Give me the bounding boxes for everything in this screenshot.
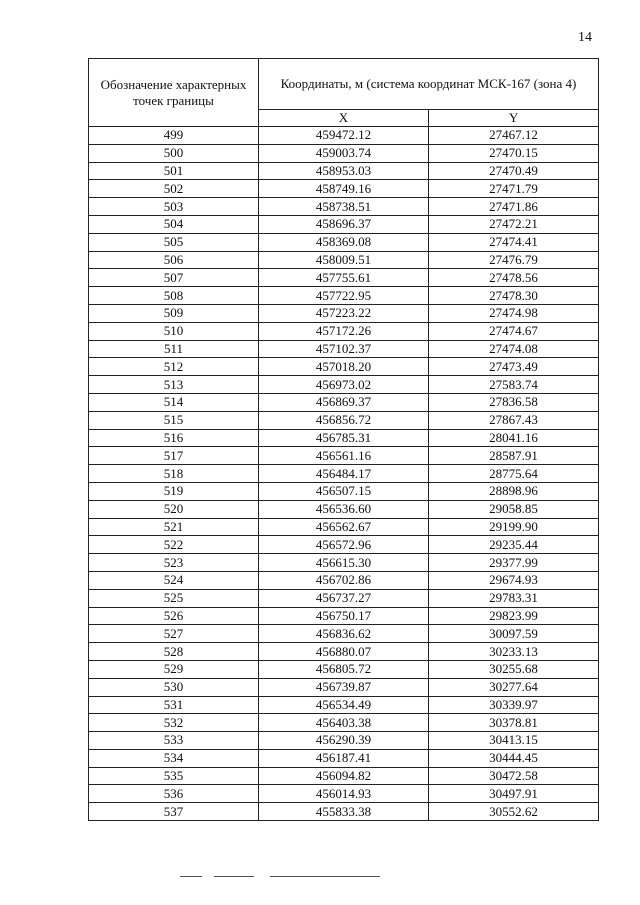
table-row	[89, 322, 599, 340]
page-number: 14	[578, 30, 592, 45]
coord-x: 458749.16	[259, 180, 429, 198]
point-id: 532	[89, 714, 259, 732]
coord-y: 30472.58	[429, 767, 599, 785]
coord-x: 456869.37	[259, 393, 429, 411]
point-id: 501	[89, 162, 259, 180]
coord-x: 456805.72	[259, 660, 429, 678]
point-id: 499	[89, 127, 259, 145]
coord-y: 29199.90	[429, 518, 599, 536]
header-y: Y	[429, 110, 599, 127]
coord-x: 457223.22	[259, 304, 429, 322]
table-row	[89, 518, 599, 536]
footer-lines	[180, 876, 480, 878]
coord-y: 27470.49	[429, 162, 599, 180]
coord-x: 456785.31	[259, 429, 429, 447]
coord-x: 456562.67	[259, 518, 429, 536]
table-row	[89, 678, 599, 696]
table-row	[89, 162, 599, 180]
coord-x: 456536.60	[259, 500, 429, 518]
coord-x: 456290.39	[259, 732, 429, 750]
coord-x: 456880.07	[259, 643, 429, 661]
table-row	[89, 643, 599, 661]
point-id: 515	[89, 411, 259, 429]
point-id: 521	[89, 518, 259, 536]
coord-y: 29058.85	[429, 500, 599, 518]
coord-y: 29235.44	[429, 536, 599, 554]
coord-x: 457755.61	[259, 269, 429, 287]
header-points: Обозначение характерных точек границы	[89, 59, 259, 127]
table-row	[89, 340, 599, 358]
table-row	[89, 304, 599, 322]
point-id: 505	[89, 233, 259, 251]
point-id: 517	[89, 447, 259, 465]
coord-x: 458369.08	[259, 233, 429, 251]
coord-x: 458696.37	[259, 215, 429, 233]
coord-x: 456187.41	[259, 749, 429, 767]
table-body	[89, 127, 599, 821]
table-row	[89, 767, 599, 785]
coord-x: 456014.93	[259, 785, 429, 803]
coord-y: 29783.31	[429, 589, 599, 607]
coord-y: 27471.86	[429, 198, 599, 216]
point-id: 531	[89, 696, 259, 714]
coord-x: 456561.16	[259, 447, 429, 465]
coord-x: 456572.96	[259, 536, 429, 554]
table-row	[89, 714, 599, 732]
point-id: 502	[89, 180, 259, 198]
coord-x: 459003.74	[259, 144, 429, 162]
point-id: 510	[89, 322, 259, 340]
coord-x: 457172.26	[259, 322, 429, 340]
point-id: 519	[89, 482, 259, 500]
point-id: 503	[89, 198, 259, 216]
table-row	[89, 660, 599, 678]
point-id: 500	[89, 144, 259, 162]
coord-y: 28775.64	[429, 465, 599, 483]
point-id: 534	[89, 749, 259, 767]
coord-y: 29674.93	[429, 571, 599, 589]
coord-y: 27867.43	[429, 411, 599, 429]
table-row	[89, 376, 599, 394]
coord-y: 27470.15	[429, 144, 599, 162]
coord-y: 29823.99	[429, 607, 599, 625]
point-id: 514	[89, 393, 259, 411]
coord-x: 456973.02	[259, 376, 429, 394]
coord-y: 27474.67	[429, 322, 599, 340]
coord-y: 27583.74	[429, 376, 599, 394]
point-id: 522	[89, 536, 259, 554]
coord-x: 456856.72	[259, 411, 429, 429]
coord-y: 27473.49	[429, 358, 599, 376]
table-row	[89, 180, 599, 198]
coord-y: 30277.64	[429, 678, 599, 696]
point-id: 512	[89, 358, 259, 376]
coord-x: 458009.51	[259, 251, 429, 269]
coord-y: 27836.58	[429, 393, 599, 411]
point-id: 520	[89, 500, 259, 518]
coord-y: 28898.96	[429, 482, 599, 500]
coord-y: 27478.30	[429, 287, 599, 305]
table-row	[89, 269, 599, 287]
coord-x: 456094.82	[259, 767, 429, 785]
point-id: 523	[89, 554, 259, 572]
coord-y: 27467.12	[429, 127, 599, 145]
coord-y: 30552.62	[429, 803, 599, 821]
table-row	[89, 536, 599, 554]
table-row	[89, 625, 599, 643]
point-id: 525	[89, 589, 259, 607]
header-x: X	[259, 110, 429, 127]
coord-x: 458738.51	[259, 198, 429, 216]
coord-y: 30097.59	[429, 625, 599, 643]
table-row	[89, 411, 599, 429]
coord-y: 27478.56	[429, 269, 599, 287]
table-row	[89, 144, 599, 162]
point-id: 513	[89, 376, 259, 394]
point-id: 508	[89, 287, 259, 305]
coord-x: 456836.62	[259, 625, 429, 643]
table-row	[89, 447, 599, 465]
coord-y: 27471.79	[429, 180, 599, 198]
coord-y: 27472.21	[429, 215, 599, 233]
coord-x: 456484.17	[259, 465, 429, 483]
table-row	[89, 732, 599, 750]
table-row	[89, 482, 599, 500]
point-id: 533	[89, 732, 259, 750]
coord-y: 27474.08	[429, 340, 599, 358]
coord-y: 30233.13	[429, 643, 599, 661]
table-row	[89, 500, 599, 518]
coord-x: 458953.03	[259, 162, 429, 180]
table-row	[89, 607, 599, 625]
coord-y: 30255.68	[429, 660, 599, 678]
table-row	[89, 554, 599, 572]
point-id: 535	[89, 767, 259, 785]
table-row	[89, 215, 599, 233]
table-row	[89, 465, 599, 483]
coord-y: 27476.79	[429, 251, 599, 269]
table-row	[89, 571, 599, 589]
coord-y: 27474.41	[429, 233, 599, 251]
coord-y: 30378.81	[429, 714, 599, 732]
table-row	[89, 785, 599, 803]
coord-y: 29377.99	[429, 554, 599, 572]
table-row	[89, 749, 599, 767]
point-id: 530	[89, 678, 259, 696]
coord-y: 30339.97	[429, 696, 599, 714]
coord-x: 456737.27	[259, 589, 429, 607]
coord-x: 456403.38	[259, 714, 429, 732]
table-row	[89, 393, 599, 411]
coord-x: 459472.12	[259, 127, 429, 145]
coord-x: 456750.17	[259, 607, 429, 625]
point-id: 509	[89, 304, 259, 322]
point-id: 524	[89, 571, 259, 589]
coord-x: 456507.15	[259, 482, 429, 500]
coord-x: 455833.38	[259, 803, 429, 821]
point-id: 504	[89, 215, 259, 233]
table-row	[89, 198, 599, 216]
coord-x: 456702.86	[259, 571, 429, 589]
point-id: 516	[89, 429, 259, 447]
point-id: 529	[89, 660, 259, 678]
coord-y: 30444.45	[429, 749, 599, 767]
point-id: 506	[89, 251, 259, 269]
point-id: 527	[89, 625, 259, 643]
point-id: 537	[89, 803, 259, 821]
table-row	[89, 251, 599, 269]
table-row	[89, 589, 599, 607]
coord-x: 457102.37	[259, 340, 429, 358]
table-row	[89, 127, 599, 145]
coord-y: 30497.91	[429, 785, 599, 803]
table-row	[89, 696, 599, 714]
point-id: 528	[89, 643, 259, 661]
table-row	[89, 429, 599, 447]
header-coordinates: Координаты, м (система координат МСК-167 (зона 4)	[259, 59, 599, 110]
coord-y: 28041.16	[429, 429, 599, 447]
coord-x: 456739.87	[259, 678, 429, 696]
coord-y: 30413.15	[429, 732, 599, 750]
coord-y: 28587.91	[429, 447, 599, 465]
table-row	[89, 233, 599, 251]
coord-x: 457018.20	[259, 358, 429, 376]
point-id: 511	[89, 340, 259, 358]
coordinates-table	[88, 58, 599, 821]
table-row	[89, 358, 599, 376]
table-row	[89, 287, 599, 305]
coord-x: 457722.95	[259, 287, 429, 305]
coord-x: 456615.30	[259, 554, 429, 572]
point-id: 526	[89, 607, 259, 625]
coord-x: 456534.49	[259, 696, 429, 714]
point-id: 507	[89, 269, 259, 287]
point-id: 536	[89, 785, 259, 803]
coord-y: 27474.98	[429, 304, 599, 322]
table-row	[89, 803, 599, 821]
point-id: 518	[89, 465, 259, 483]
